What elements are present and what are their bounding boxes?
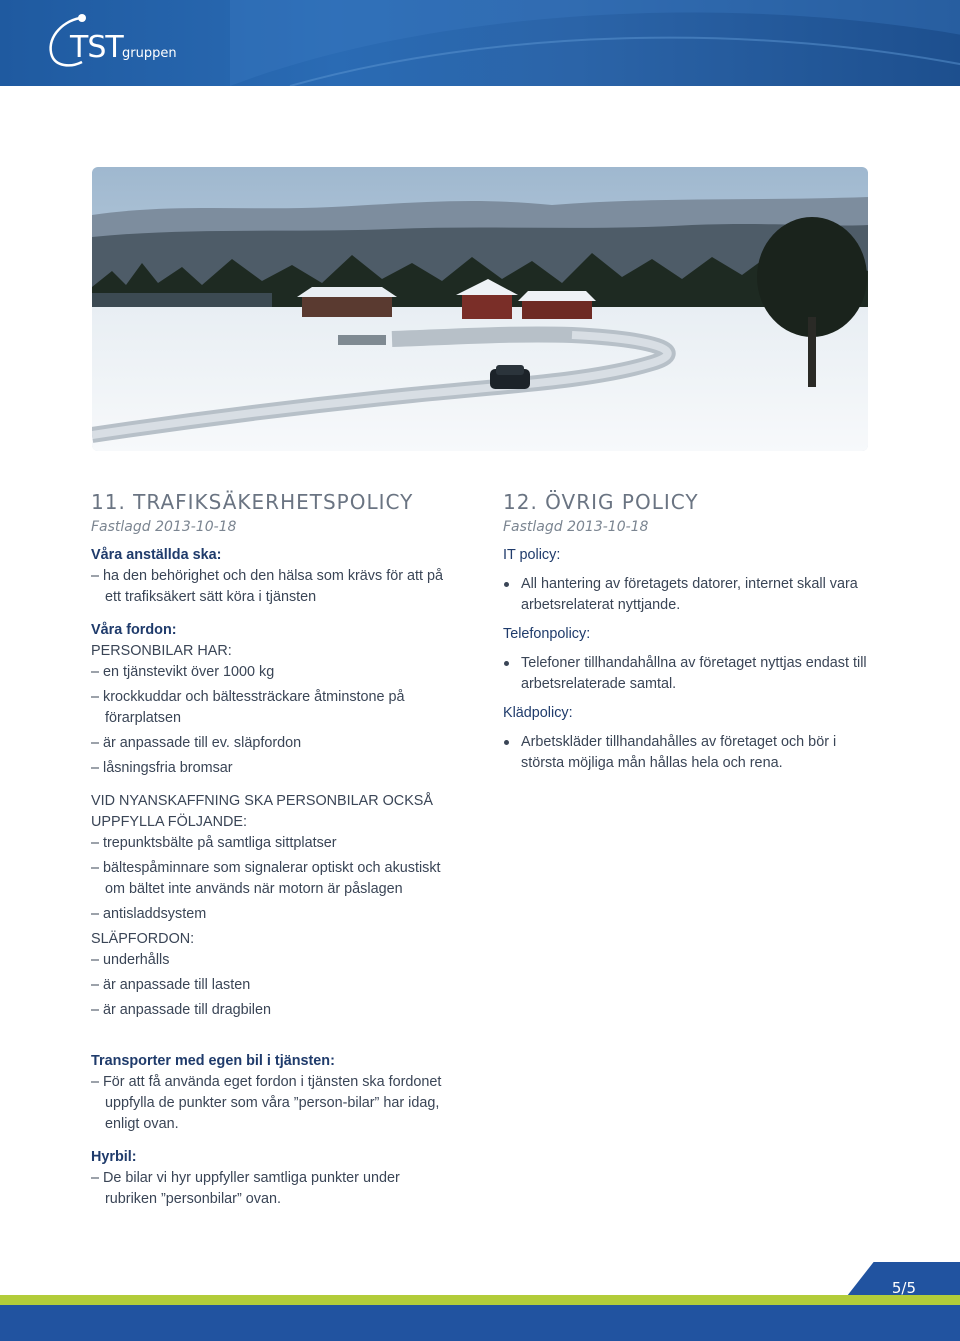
page-number: 5/5 xyxy=(891,1279,916,1297)
own-car-heading: Transporter med egen bil i tjänsten: xyxy=(91,1053,335,1069)
cars-item: – en tjänstevikt över 1000 kg xyxy=(91,664,275,680)
rental-car-heading: Hyrbil: xyxy=(91,1149,137,1165)
footer-accent-stripe xyxy=(0,1295,960,1305)
header-swoosh xyxy=(230,0,960,86)
staff-item: – ha den behörighet och den hälsa som krävs för att på ett trafiksäkert sätt köra i tjänsten xyxy=(91,568,443,605)
new-purchase-item: – trepunktsbälte på samtliga sittplatser xyxy=(91,835,337,851)
logo-sub-text: gruppen xyxy=(122,46,177,61)
trailer-item: – är anpassade till dragbilen xyxy=(91,1002,272,1018)
cars-item: – krockkuddar och bältessträckare åtminstone på förarplatsen xyxy=(91,689,405,726)
staff-heading: Våra anställda ska: xyxy=(91,547,222,563)
trailer-item: – är anpassade till lasten xyxy=(91,977,251,993)
phone-policy-item: Telefoner tillhandahållna av företaget nyttjas endast till arbetsrelaterade samtal. xyxy=(503,653,883,695)
new-purchase-heading: VID NYANSKAFFNING SKA PERSONBILAR OCKSÅ UPPFYLLA FÖLJANDE: xyxy=(91,793,433,830)
traffic-safety-date: Fastlagd 2013-10-18 xyxy=(91,519,237,535)
cars-item: – är anpassade till ev. släpfordon xyxy=(91,735,302,751)
new-purchase-item: – antisladdsystem xyxy=(91,906,207,922)
new-purchase-item: – bältespåminnare som signalerar optiskt och akustiskt om bältet inte används när motorn är påslagen xyxy=(91,860,441,897)
logo-main-text: TST xyxy=(70,30,123,65)
it-policy-heading: IT policy: xyxy=(503,547,561,563)
vehicle-usage-section xyxy=(91,1051,451,1210)
other-policy-title: 12. ÖVRIG POLICY xyxy=(503,490,699,514)
trailer-heading: SLÄPFORDON: xyxy=(91,931,195,947)
it-policy-item: All hantering av företagets datorer, internet skall vara arbetsrelaterat nyttjande. xyxy=(503,574,883,616)
company-logo[interactable] xyxy=(42,12,192,72)
phone-policy-heading: Telefonpolicy: xyxy=(503,626,591,642)
trailer-item: – underhålls xyxy=(91,952,170,968)
cars-item: – låsningsfria bromsar xyxy=(91,760,233,776)
other-policy-section xyxy=(503,490,883,774)
clothes-policy-heading: Klädpolicy: xyxy=(503,705,573,721)
clothes-policy-item: Arbetskläder tillhandahålles av företaget och bör i största möjliga mån hållas hela och rena. xyxy=(503,732,883,774)
winter-road-photo xyxy=(92,167,868,451)
vehicles-heading: Våra fordon: xyxy=(91,622,177,638)
cars-heading: PERSONBILAR HAR: xyxy=(91,643,232,659)
traffic-safety-policy-section xyxy=(91,490,451,1021)
traffic-safety-title: 11. TRAFIKSÄKERHETSPOLICY xyxy=(91,490,414,514)
rental-car-item: – De bilar vi hyr uppfyller samtliga punkter under rubriken ”personbilar” ovan. xyxy=(91,1170,400,1207)
header-band xyxy=(0,0,960,86)
other-policy-date: Fastlagd 2013-10-18 xyxy=(503,519,649,535)
footer-band xyxy=(0,1305,960,1341)
own-car-item: – För att få använda eget fordon i tjänsten ska fordonet uppfylla de punkter som våra ”person-bilar” har idag, enligt ovan. xyxy=(91,1074,442,1132)
landscape-illustration xyxy=(92,167,868,451)
